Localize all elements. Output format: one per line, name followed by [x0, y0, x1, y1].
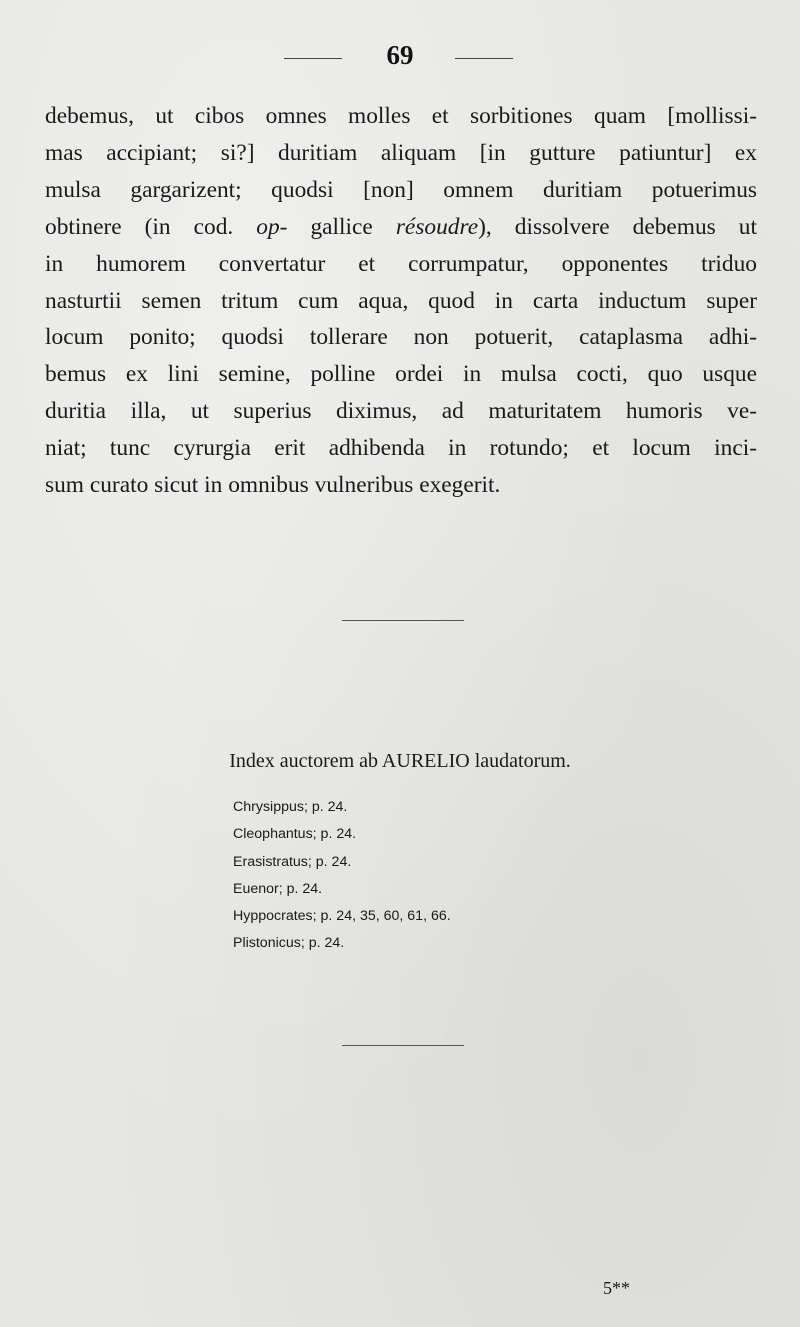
section-divider	[342, 620, 464, 621]
text-segment: gallice	[287, 213, 396, 240]
text-line	[45, 135, 757, 172]
header-rule-right	[455, 58, 513, 59]
index-entry: Euenor; p. 24.	[233, 880, 323, 897]
body-paragraph	[45, 98, 757, 504]
index-title: Index auctorem ab AURELIO laudatorum.	[229, 750, 571, 772]
text-line	[45, 393, 757, 430]
text-line	[45, 319, 757, 356]
text-line	[45, 209, 757, 246]
text-segment: ), dissolvere debemus ut	[478, 213, 757, 240]
page-number: 69	[386, 40, 414, 70]
text-segment: nasturtii semen tritum cum aqua, quod in carta inductum super	[45, 287, 757, 314]
text-segment: bemus ex lini semine, polline ordei in mulsa cocti, quo usque	[45, 361, 757, 388]
text-segment: locum ponito; quodsi tollerare non potuerit, cataplasma adhi-	[45, 324, 757, 351]
index-list	[233, 794, 451, 958]
index-entry: Plistonicus; p. 24.	[233, 935, 345, 952]
text-segment: debemus, ut cibos omnes molles et sorbitiones quam [mollissi-	[45, 103, 757, 129]
text-line	[45, 430, 757, 467]
index-entry: Cleophantus; p. 24.	[233, 826, 357, 843]
text-segment: mas accipiant; si?] duritiam aliquam [in gutture patiuntur] ex	[45, 139, 757, 166]
index-entry: Chrysippus; p. 24.	[233, 799, 348, 815]
page-header	[0, 38, 800, 78]
text-segment: duritia illa, ut superius diximus, ad maturitatem humoris ve-	[45, 398, 757, 425]
text-segment: sum curato sicut in omnibus vulneribus exegerit.	[45, 472, 501, 499]
italic-segment: résoudre	[395, 213, 479, 240]
text-line	[45, 98, 757, 135]
text-segment: niat; tunc cyrurgia erit adhibenda in rotundo; et locum inci-	[45, 435, 757, 462]
text-line	[45, 356, 757, 393]
header-rule-left	[284, 58, 342, 59]
signature-mark: 5**	[603, 1278, 630, 1298]
end-divider	[342, 1045, 464, 1046]
text-line	[45, 283, 757, 320]
text-line	[45, 172, 757, 209]
index-entry: Hyppocrates; p. 24, 35, 60, 61, 66.	[233, 908, 451, 925]
index-entry: Erasistratus; p. 24.	[233, 853, 352, 870]
text-segment: mulsa gargarizent; quodsi [non] omnem duritiam potuerimus	[45, 176, 757, 203]
italic-segment: op-	[256, 213, 288, 240]
text-segment: in humorem convertatur et corrumpatur, opponentes triduo	[45, 250, 757, 277]
text-line	[45, 467, 757, 504]
text-line	[45, 246, 757, 283]
text-segment: obtinere (in cod.	[45, 213, 257, 240]
